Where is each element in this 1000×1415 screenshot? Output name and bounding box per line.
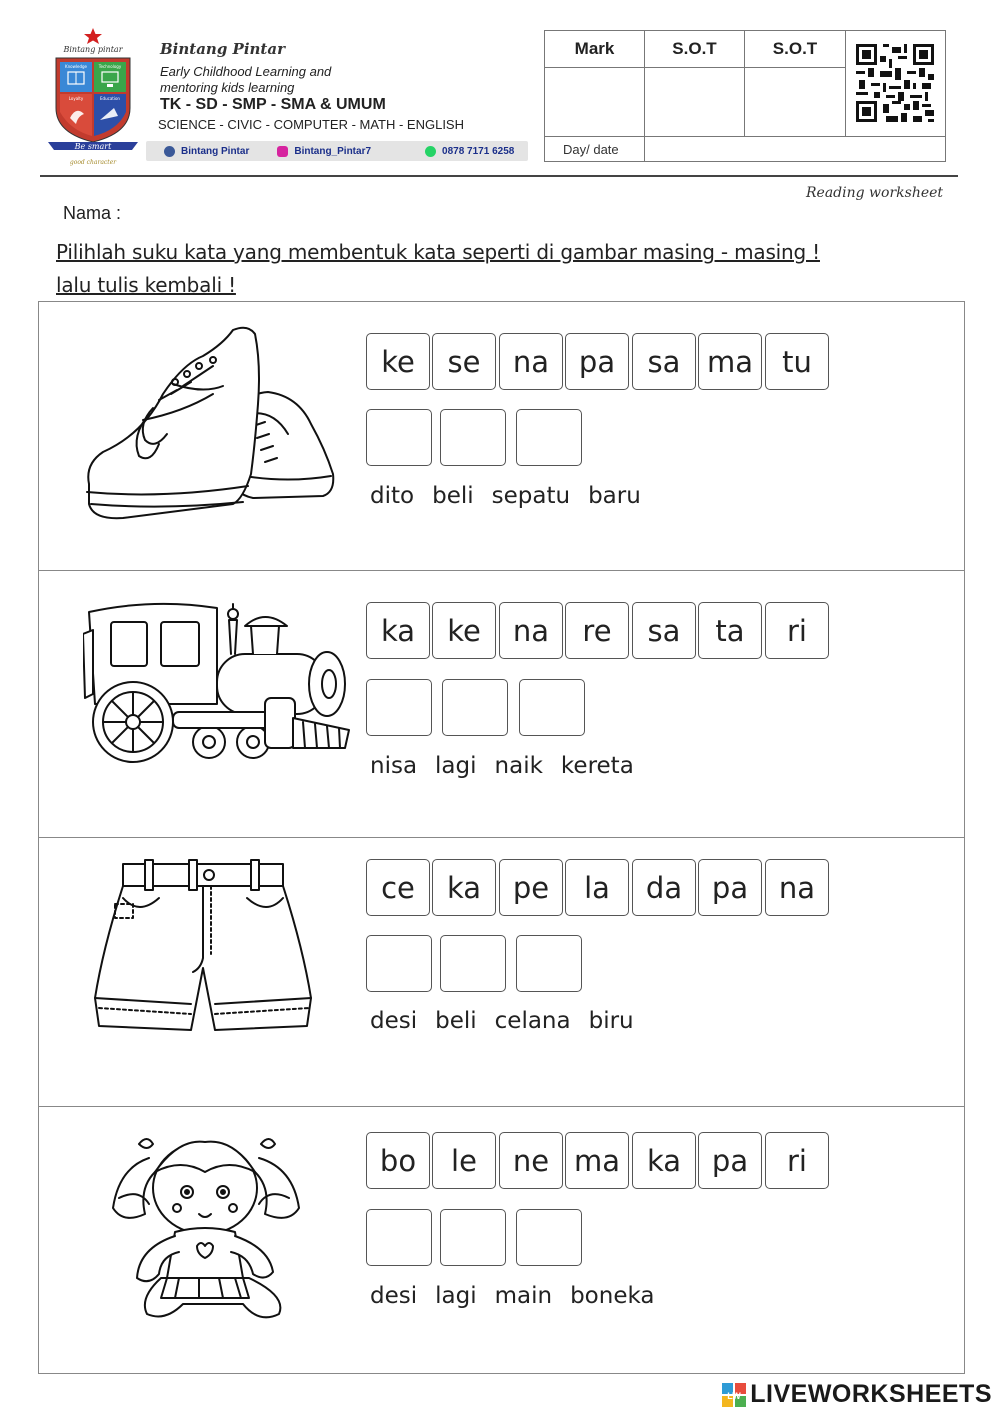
answer-box[interactable] — [440, 409, 506, 466]
syllable-tile[interactable]: pa — [698, 859, 762, 916]
logo-caption: Bintang pintar — [63, 45, 123, 54]
sentence-word: baru — [588, 483, 641, 509]
instagram-icon — [277, 146, 288, 157]
syllable-tile[interactable]: ri — [765, 1132, 829, 1189]
day-date-field[interactable] — [645, 137, 946, 162]
logo-subbanner: good character — [69, 159, 117, 166]
name-label: Nama : — [63, 203, 122, 223]
answer-box[interactable] — [440, 935, 506, 992]
syllable-tile[interactable]: pa — [698, 1132, 762, 1189]
logo-quadrant-label: Loyalty — [68, 96, 84, 101]
sentence — [370, 1008, 652, 1034]
sentence-word: desi — [370, 1008, 418, 1034]
tagline-line-1: Early Childhood Learning and — [160, 64, 332, 79]
syllable-tile[interactable]: ma — [698, 333, 762, 390]
syllable-tile[interactable]: pe — [499, 859, 563, 916]
answer-box[interactable] — [366, 409, 432, 466]
sentence-word: biru — [588, 1008, 634, 1034]
liveworksheets-badge: LW — [727, 1390, 741, 1401]
answer-box[interactable] — [366, 1209, 432, 1266]
answer-box[interactable] — [366, 679, 432, 736]
school-logo — [48, 28, 138, 168]
syllable-tile[interactable]: sa — [632, 333, 696, 390]
sot-header-1: S.O.T — [645, 31, 745, 68]
syllable-tile[interactable]: bo — [366, 1132, 430, 1189]
brand-title: Bintang Pintar — [160, 40, 285, 58]
syllable-tile[interactable]: ce — [366, 859, 430, 916]
sot-header-2: S.O.T — [745, 31, 846, 68]
syllable-tile[interactable]: pa — [565, 333, 629, 390]
sentence-word: desi — [370, 1283, 418, 1309]
sot-cell-1[interactable] — [645, 68, 745, 137]
header-divider — [40, 175, 958, 177]
answer-box[interactable] — [516, 1209, 582, 1266]
syllable-tile[interactable]: ne — [499, 1132, 563, 1189]
shorts-icon — [93, 858, 313, 1038]
doll-icon — [109, 1128, 309, 1328]
syllable-tile[interactable]: ri — [765, 602, 829, 659]
sentence-word: dito — [370, 483, 415, 509]
liveworksheets-brand: LIVEWORKSHEETS — [750, 1380, 992, 1408]
sentence — [370, 483, 659, 509]
syllable-tile[interactable]: na — [499, 333, 563, 390]
day-date-label: Day/ date — [545, 137, 645, 162]
mark-header: Mark — [545, 31, 645, 68]
tagline-line-2: mentoring kids learning — [160, 80, 295, 95]
instagram-handle: Bintang_Pintar7 — [294, 145, 372, 157]
sentence-word: kereta — [560, 753, 634, 779]
syllable-tile[interactable]: la — [565, 859, 629, 916]
answer-box[interactable] — [516, 409, 582, 466]
syllable-tile[interactable]: na — [499, 602, 563, 659]
sot-cell-2[interactable] — [745, 68, 846, 137]
contact-bar — [146, 141, 528, 161]
syllable-tile[interactable]: da — [632, 859, 696, 916]
syllable-tile[interactable]: re — [565, 602, 629, 659]
facebook-contact — [164, 146, 249, 157]
answer-box[interactable] — [516, 935, 582, 992]
answer-box[interactable] — [366, 935, 432, 992]
instruction-line-2: lalu tulis kembali ! — [56, 273, 236, 297]
syllable-tile[interactable]: sa — [632, 602, 696, 659]
syllable-tile[interactable]: na — [765, 859, 829, 916]
sentence-word: beli — [435, 1008, 477, 1034]
instagram-contact — [277, 146, 371, 157]
whatsapp-icon — [425, 146, 436, 157]
syllable-tile[interactable]: ka — [432, 859, 496, 916]
row-divider — [39, 570, 964, 571]
row-divider — [39, 837, 964, 838]
qr-code-icon — [856, 44, 934, 122]
brand-subjects: SCIENCE - CIVIC - COMPUTER - MATH - ENGLISH — [158, 117, 464, 132]
sentence-word: boneka — [570, 1283, 655, 1309]
whatsapp-number: 0878 7171 6258 — [442, 145, 515, 157]
liveworksheets-logo-icon — [722, 1383, 746, 1407]
sentence-word: nisa — [370, 753, 418, 779]
shoes-icon — [83, 324, 343, 524]
syllable-tile[interactable]: ta — [698, 602, 762, 659]
syllable-tile[interactable]: se — [432, 333, 496, 390]
instruction-line-1: Pilihlah suku kata yang membentuk kata seperti di gambar masing - masing ! — [56, 240, 820, 264]
liveworksheets-footer — [722, 1380, 992, 1409]
row-divider — [39, 1106, 964, 1107]
answer-box[interactable] — [442, 679, 508, 736]
syllable-tile[interactable]: tu — [765, 333, 829, 390]
answer-box[interactable] — [440, 1209, 506, 1266]
sentence-word: lagi — [435, 753, 477, 779]
sentence-word: naik — [494, 753, 543, 779]
syllable-tile[interactable]: le — [432, 1132, 496, 1189]
sentence-word: beli — [432, 483, 474, 509]
logo-banner: Be smart — [74, 142, 112, 151]
syllable-tile[interactable]: ke — [432, 602, 496, 659]
sentence-word: celana — [494, 1008, 571, 1034]
logo-quadrant-label: Knowledge — [65, 64, 87, 69]
answer-box[interactable] — [519, 679, 585, 736]
logo-quadrant-label: Education — [100, 96, 120, 101]
whatsapp-contact — [425, 146, 514, 157]
brand-levels: TK - SD - SMP - SMA & UMUM — [160, 96, 386, 113]
mark-cell[interactable] — [545, 68, 645, 137]
syllable-tile[interactable]: ka — [632, 1132, 696, 1189]
syllable-tile[interactable]: ma — [565, 1132, 629, 1189]
sentence-word: sepatu — [491, 483, 571, 509]
syllable-tile[interactable]: ka — [366, 602, 430, 659]
logo-quadrant-label: Technology — [98, 64, 122, 69]
sentence — [370, 1283, 673, 1309]
sentence-word: main — [494, 1283, 553, 1309]
exercise-grid — [38, 301, 965, 1374]
facebook-icon — [164, 146, 175, 157]
sentence-word: lagi — [435, 1283, 477, 1309]
train-icon — [83, 594, 353, 774]
brand-tagline — [160, 64, 420, 96]
worksheet-type: Reading worksheet — [806, 185, 944, 201]
syllable-tile[interactable]: ke — [366, 333, 430, 390]
sentence — [370, 753, 652, 779]
facebook-handle: Bintang Pintar — [181, 145, 250, 157]
